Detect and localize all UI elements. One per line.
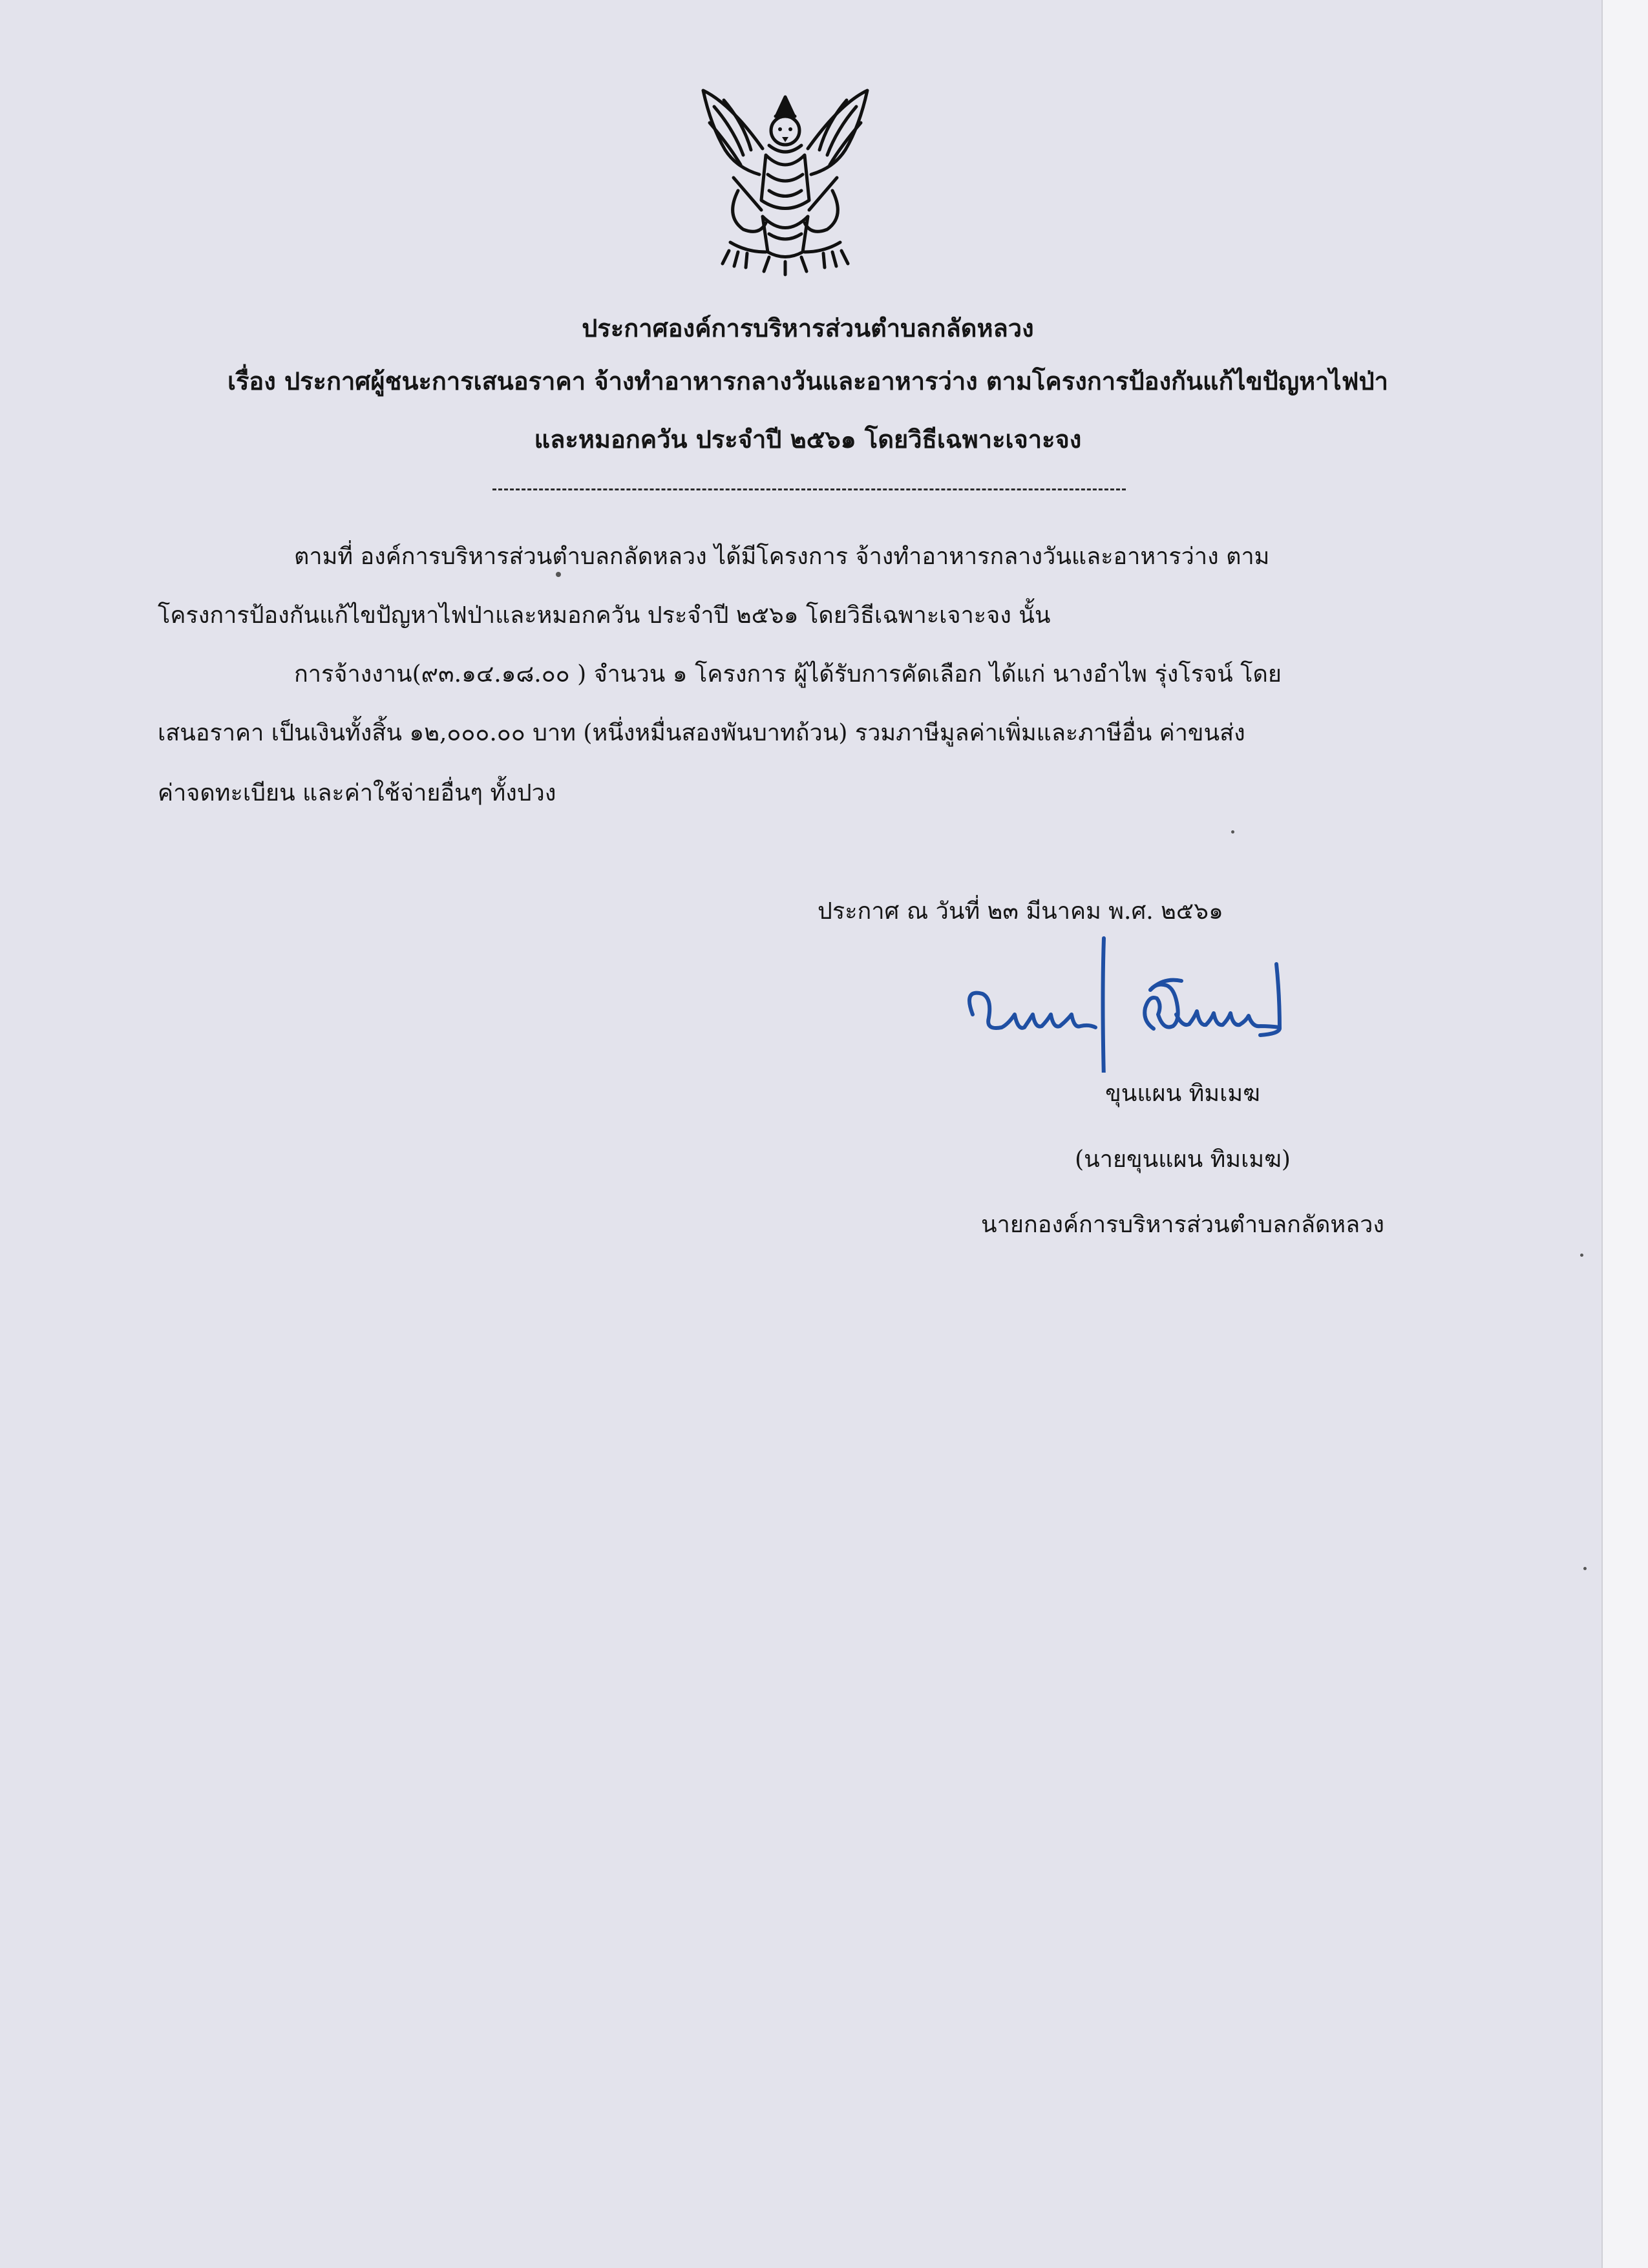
signer-position: นายกองค์การบริหารส่วนตำบลกลัดหลวง (981, 1212, 1384, 1238)
body-paragraph-line: การจ้างงาน(๙๓.๑๔.๑๘.๐๐ ) จำนวน ๑ โครงการ ผู้ได้รับการคัดเลือก ได้แก่ นางอำไพ รุ่งโรจน์ โดย (294, 661, 1282, 688)
scanner-margin (1601, 0, 1648, 2268)
body-paragraph-line: เสนอราคา เป็นเงินทั้งสิ้น ๑๒,๐๐๐.๐๐ บาท (หนึ่งหมื่นสองพันบาทถ้วน) รวมภาษีมูลค่าเพิ่มและภาษีอื่น ค่าขนส่ง (158, 720, 1245, 746)
body-paragraph-line: ตามที่ องค์การบริหารส่วนตำบลกลัดหลวง ได้มีโครงการ จ้างทำอาหารกลางวันและอาหารว่าง ตาม (294, 543, 1270, 570)
signer-full-name: (นายขุนแผน ทิมเมฆ) (1075, 1146, 1291, 1173)
garuda-emblem-icon (692, 78, 879, 291)
document-title: ประกาศองค์การบริหารส่วนตำบลกลัดหลวง (582, 313, 1034, 342)
signature-name: ขุนแผน ทิมเมฆ (1105, 1080, 1260, 1107)
scan-speck (1231, 830, 1234, 834)
separator-line (492, 488, 1126, 490)
body-paragraph-line: ค่าจดทะเบียน และค่าใช้จ่ายอื่นๆ ทั้งปวง (158, 780, 556, 806)
scan-speck (556, 572, 561, 577)
document-subject: เรื่อง ประกาศผู้ชนะการเสนอราคา จ้างทำอาหารกลางวันและอาหารว่าง ตามโครงการป้องกันแก้ไขปัญหาไฟป่า (227, 366, 1388, 395)
document-subject-continued: และหมอกควัน ประจำปี ๒๕๖๑ โดยวิธีเฉพาะเจาะจง (534, 425, 1082, 454)
scan-speck (1583, 1567, 1587, 1570)
announcement-date: ประกาศ ณ วันที่ ๒๓ มีนาคม พ.ศ. ๒๕๖๑ (818, 898, 1223, 925)
handwritten-signature (956, 918, 1338, 1073)
scan-speck (1580, 1254, 1583, 1257)
body-paragraph-line: โครงการป้องกันแก้ไขปัญหาไฟป่าและหมอกควัน ประจำปี ๒๕๖๑ โดยวิธีเฉพาะเจาะจง นั้น (158, 602, 1051, 629)
